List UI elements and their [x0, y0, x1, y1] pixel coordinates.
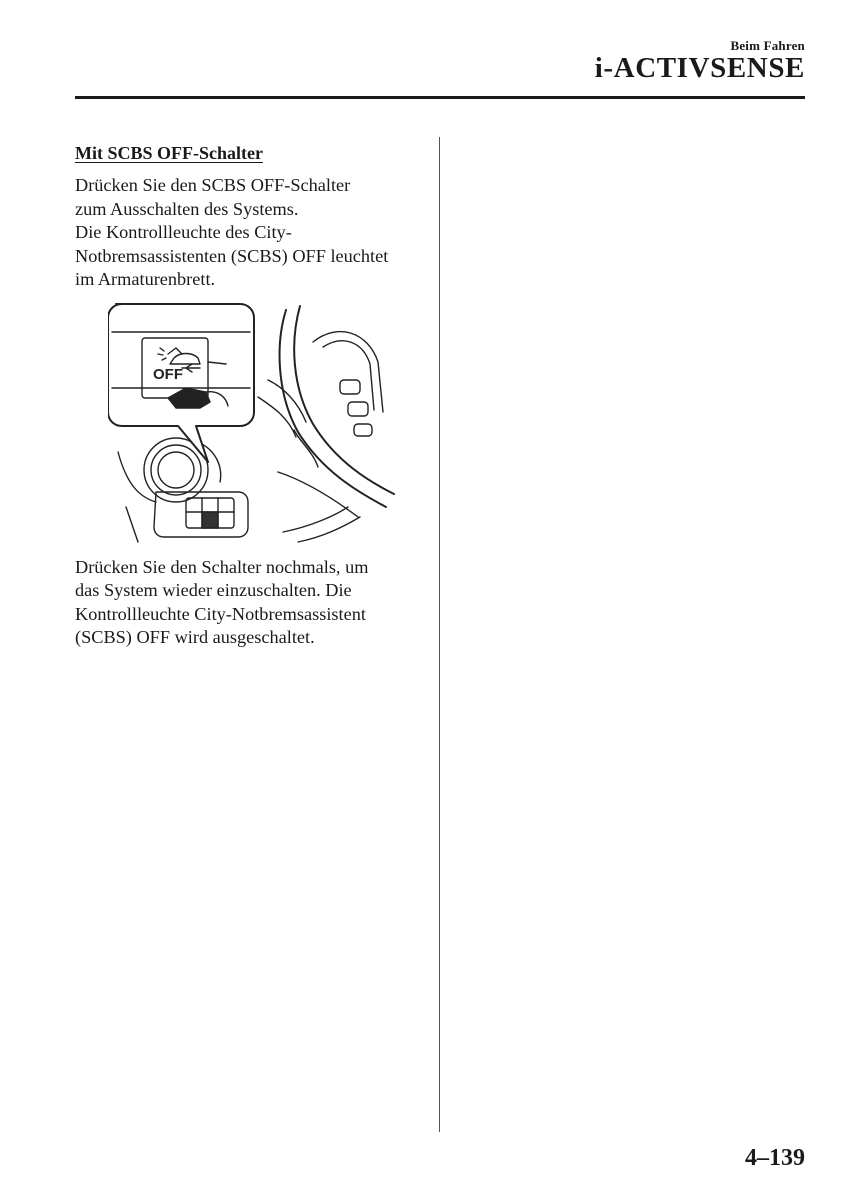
paragraph-1-line: Die Kontrollleuchte des City- [75, 222, 292, 242]
chapter-label: Beim Fahren [730, 38, 805, 53]
switch-off-label: OFF [153, 365, 183, 383]
paragraph-1-line: Drücken Sie den SCBS OFF-Schalter [75, 175, 351, 195]
paragraph-2-line: Drücken Sie den Schalter nochmals, um [75, 556, 369, 577]
paragraph-2 [75, 556, 430, 650]
dashboard-illustration [108, 302, 408, 548]
paragraph-2-line: Kontrollleuchte City-Notbremsassistent [75, 603, 366, 624]
paragraph-1-line: Notbremsassistenten (SCBS) OFF leuchtet [75, 245, 389, 266]
column-divider [439, 137, 440, 1132]
scbs-switch-illustration [108, 302, 408, 548]
page-title: i-ACTIVSENSE [594, 52, 805, 84]
paragraph-1 [75, 174, 430, 292]
paragraph-1-line: zum Ausschalten des Systems. [75, 198, 299, 219]
paragraph-2-line: (SCBS) OFF wird ausgeschaltet. [75, 627, 315, 647]
header-divider [75, 96, 805, 99]
paragraph-1-line: im Armaturenbrett. [75, 269, 216, 289]
left-column [75, 143, 430, 650]
paragraph-2-line: das System wieder einzuschalten. Die [75, 580, 352, 600]
page-number: 4–139 [745, 1145, 805, 1171]
section-heading: Mit SCBS OFF-Schalter [75, 143, 263, 163]
